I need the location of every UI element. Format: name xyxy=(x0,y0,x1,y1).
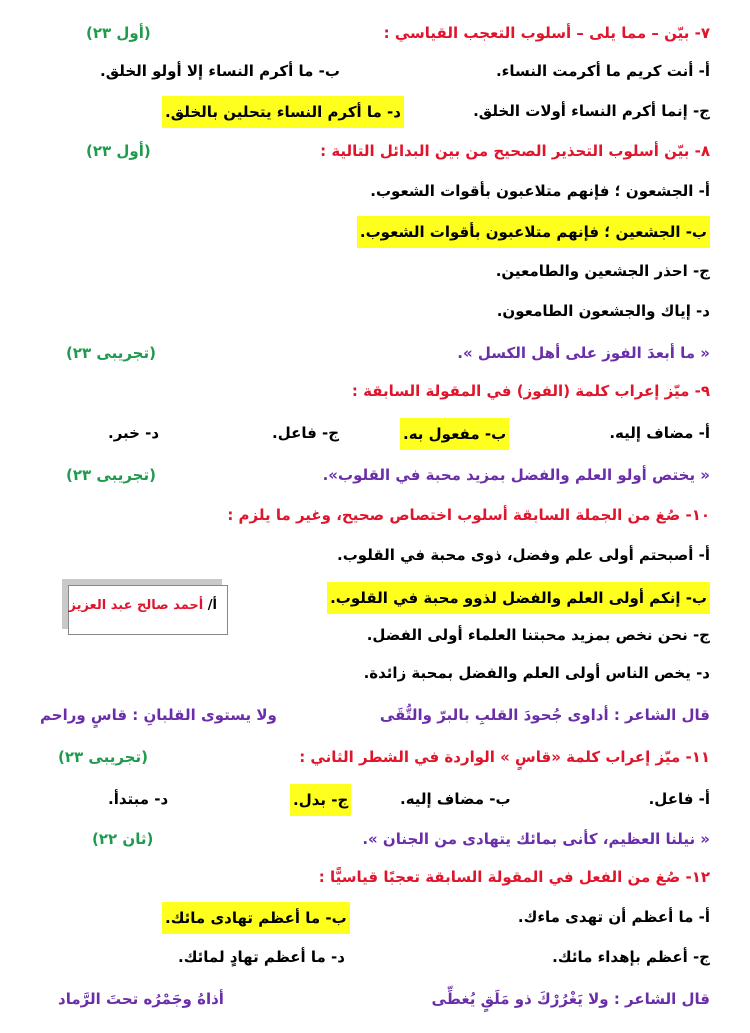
quote2-line xyxy=(0,460,750,490)
q8-option-c: ج- احذر الجشعين والطامعين. xyxy=(495,262,710,280)
q10-option-d-line xyxy=(0,658,750,688)
q10-title: ١٠- صُغ من الجملة السابقة أسلوب اختصاص صحيح، وغير ما يلزم : xyxy=(227,506,710,524)
q10-option-d: د- يخص الناس أولى العلم والفضل بمحبة زائدة. xyxy=(363,664,710,682)
q10-title-line xyxy=(0,500,750,530)
q12-row-2 xyxy=(0,942,750,972)
q9-title: ٩- ميّز إعراب كلمة (الفوز) في المقولة السابقة : xyxy=(351,382,710,400)
poem2-intro-first xyxy=(432,984,710,1014)
poem2-line xyxy=(0,984,750,1014)
q8-option-a-line xyxy=(0,176,750,206)
quote1-tag: (تجريبى ٢٣) xyxy=(66,344,156,362)
author-name: أحمد صالح عبد العزيز xyxy=(68,598,204,613)
q7-option-b: ب- ما أكرم النساء إلا أولو الخلق. xyxy=(100,62,340,80)
q8-option-b-line xyxy=(0,216,750,246)
q8-option-d-line xyxy=(0,296,750,326)
poem1-intro-first xyxy=(380,700,710,730)
q11-options-line xyxy=(0,784,750,814)
q9-option-b-correct: ب- مفعول به. xyxy=(400,418,509,450)
q9-option-d: د- خبر. xyxy=(108,424,160,442)
q7-option-a: أ- أنت كريم ما أكرمت النساء. xyxy=(495,62,710,80)
q8-option-d: د- إياك والجشعون الطامعون. xyxy=(496,302,710,320)
poem2-second-hemistich: أذاهُ وجَمْرُه تحتَ الرَّماد xyxy=(58,990,224,1008)
q9-option-c: ج- فاعل. xyxy=(272,424,340,442)
q12-title-line xyxy=(0,862,750,892)
q11-option-b: ب- مضاف إليه. xyxy=(400,790,511,808)
poem1-first-hemistich: أداوى جُحودَ القلبِ بالبرّ والتُّقَى xyxy=(379,706,609,724)
q10-option-b-correct: ب- إنكم أولى العلم والفضل لذوو محبة في القلوب. xyxy=(327,582,710,614)
poem2-first-hemistich: ولا يَغْرُرْكَ ذو مَلَقٍ يُغطِّى xyxy=(431,990,609,1008)
q12-title: ١٢- صُغ من الفعل في المقولة السابقة تعجبًا قياسيًّا : xyxy=(318,868,710,886)
q9-options-line xyxy=(0,418,750,448)
quote3-text: « نيلنا العظيم، كأنى بمائك يتهادى من الجنان ». xyxy=(362,830,710,848)
quote3-line xyxy=(0,824,750,854)
q8-option-c-line xyxy=(0,256,750,286)
q7-option-c: ج- إنما أكرم النساء أولات الخلق. xyxy=(473,102,710,120)
q11-title-line xyxy=(0,742,750,772)
poem2-intro: قال الشاعر : xyxy=(613,990,710,1008)
q10-option-c: ج- نحن نخص بمزيد محبتنا العلماء أولى الفضل. xyxy=(366,626,710,644)
q8-option-b-correct: ب- الجشعين ؛ فإنهم متلاعبون بأقوات الشعوب. xyxy=(357,216,710,248)
q11-option-d: د- مبتدأ. xyxy=(108,790,169,808)
q7-row-1 xyxy=(0,56,750,86)
author-signature-box xyxy=(68,585,228,635)
q7-tag: (أول ٢٣) xyxy=(86,24,151,42)
q10-option-a: أ- أصبحتم أولى علم وفضل، ذوى محبة في القلوب. xyxy=(337,546,710,564)
q11-option-c-correct: ج- بدل. xyxy=(290,784,351,816)
quote3-tag: (ثان ٢٢) xyxy=(92,830,154,848)
q9-title-line xyxy=(0,376,750,406)
q7-title-line xyxy=(0,18,750,48)
quote1-text: « ما أبعدَ الفوز على أهل الكسل ». xyxy=(457,344,710,362)
q7-option-d-correct: د- ما أكرم النساء يتحلين بالخلق. xyxy=(162,96,404,128)
q12-option-b-correct: ب- ما أعظم تهادى مائك. xyxy=(162,902,350,934)
q12-row-1 xyxy=(0,902,750,932)
quote1-line xyxy=(0,338,750,368)
author-signature xyxy=(69,598,218,613)
q11-option-a: أ- فاعل. xyxy=(648,790,710,808)
q11-title: ١١- ميّز إعراب كلمة «قاسٍ » الواردة في الشطر الثاني : xyxy=(299,748,710,766)
q8-title: ٨- بيّن أسلوب التحذير الصحيح من بين البدائل التالية : xyxy=(320,142,710,160)
poem1-line xyxy=(0,700,750,730)
quote2-text: « يختص أولو العلم والفضل بمزيد محبة في القلوب». xyxy=(322,466,710,484)
q10-option-a-line xyxy=(0,540,750,570)
q8-title-line xyxy=(0,136,750,166)
q12-option-a: أ- ما أعظم أن تهدى ماءك. xyxy=(517,908,710,926)
q8-tag: (أول ٢٣) xyxy=(86,142,151,160)
author-prefix: أ/ xyxy=(207,598,217,613)
q11-tag: (تجريبى ٢٣) xyxy=(58,748,148,766)
poem1-intro: قال الشاعر : xyxy=(613,706,710,724)
q9-option-a: أ- مضاف إليه. xyxy=(609,424,710,442)
poem1-second-hemistich: ولا يستوى القلبانِ : قاسٍ وراحم xyxy=(40,706,277,724)
quote2-tag: (تجريبى ٢٣) xyxy=(66,466,156,484)
q12-option-c: ج- أعظم بإهداء مائك. xyxy=(552,948,710,966)
q7-row-2 xyxy=(0,96,750,126)
q12-option-d: د- ما أعظم تهادٍ لمائك. xyxy=(178,948,345,966)
q7-title: ٧- بيّن – مما يلى – أسلوب التعجب القياسي : xyxy=(383,24,710,42)
q8-option-a: أ- الجشعون ؛ فإنهم متلاعبون بأقوات الشعوب. xyxy=(370,182,710,200)
